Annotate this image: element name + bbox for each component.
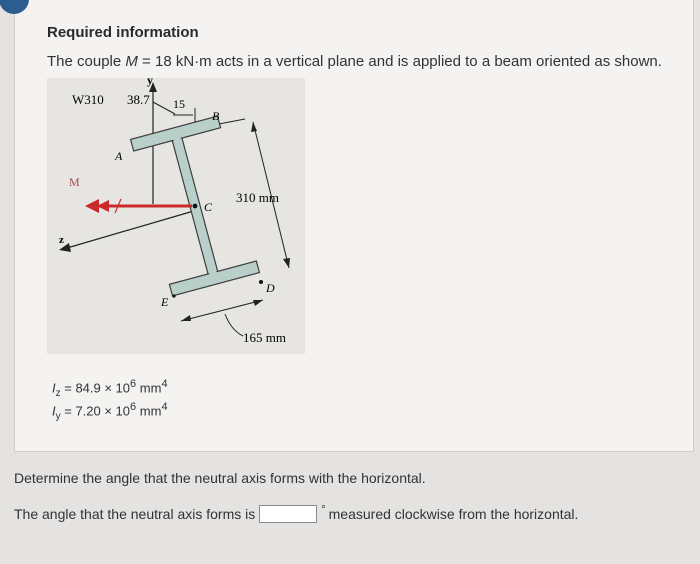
depth-arrow-bottom-icon [283,258,290,268]
width-arrow-right-icon [253,300,263,306]
point-b-label: B [212,109,220,123]
answer-row [14,505,578,523]
point-a-label: A [115,149,123,163]
beam-figure [47,78,305,354]
y-axis-label: y [147,78,153,87]
moment-arrow-icon [85,199,99,213]
z-axis-label: z [59,234,64,246]
point-d-label: D [266,281,275,295]
width-dim-line [181,300,263,321]
depth-label: 310 mm [236,190,279,205]
degree-symbol: ° [321,504,326,516]
z-axis-line [67,210,197,248]
section-designation: W310 [72,92,104,107]
width-label: 165 mm [243,330,286,345]
question-prompt: Determine the angle that the neutral axis forms with the horizontal. [14,470,426,486]
width-leader-line [225,314,243,336]
depth-arrow-top-icon [251,122,257,132]
angle-answer-input[interactable] [259,505,317,523]
width-arrow-left-icon [181,315,191,321]
info-bubble-icon [0,0,29,14]
centroid-point [193,204,198,209]
section-weight: 38.7 [127,92,150,107]
point-e-dot [172,294,175,297]
angle-line [153,102,175,114]
intro-suffix: = 18 kN·m acts in a vertical plane and is applied to a beam oriented as shown. [137,53,662,70]
iy-value: $I_y = 7.20 \times 10^6$ $mm^4$ [52,401,168,422]
section-title: Required information [47,24,199,41]
point-c-label: C [204,200,213,214]
answer-prefix: The angle that the neutral axis forms is [14,506,256,522]
intro-variable: M [125,53,138,70]
beam-diagram [47,78,305,354]
moment-label: M [69,175,80,189]
point-e-label: E [161,295,169,309]
iz-value: $I_z = 84.9 \times 10^6$ $mm^4$ [52,378,168,399]
point-d-dot [259,280,263,284]
problem-statement [47,53,662,70]
angle-label: 15 [173,97,185,111]
answer-suffix: measured clockwise from the horizontal. [328,506,579,522]
b-dim-line [219,119,245,124]
intro-prefix: The couple [47,53,126,70]
